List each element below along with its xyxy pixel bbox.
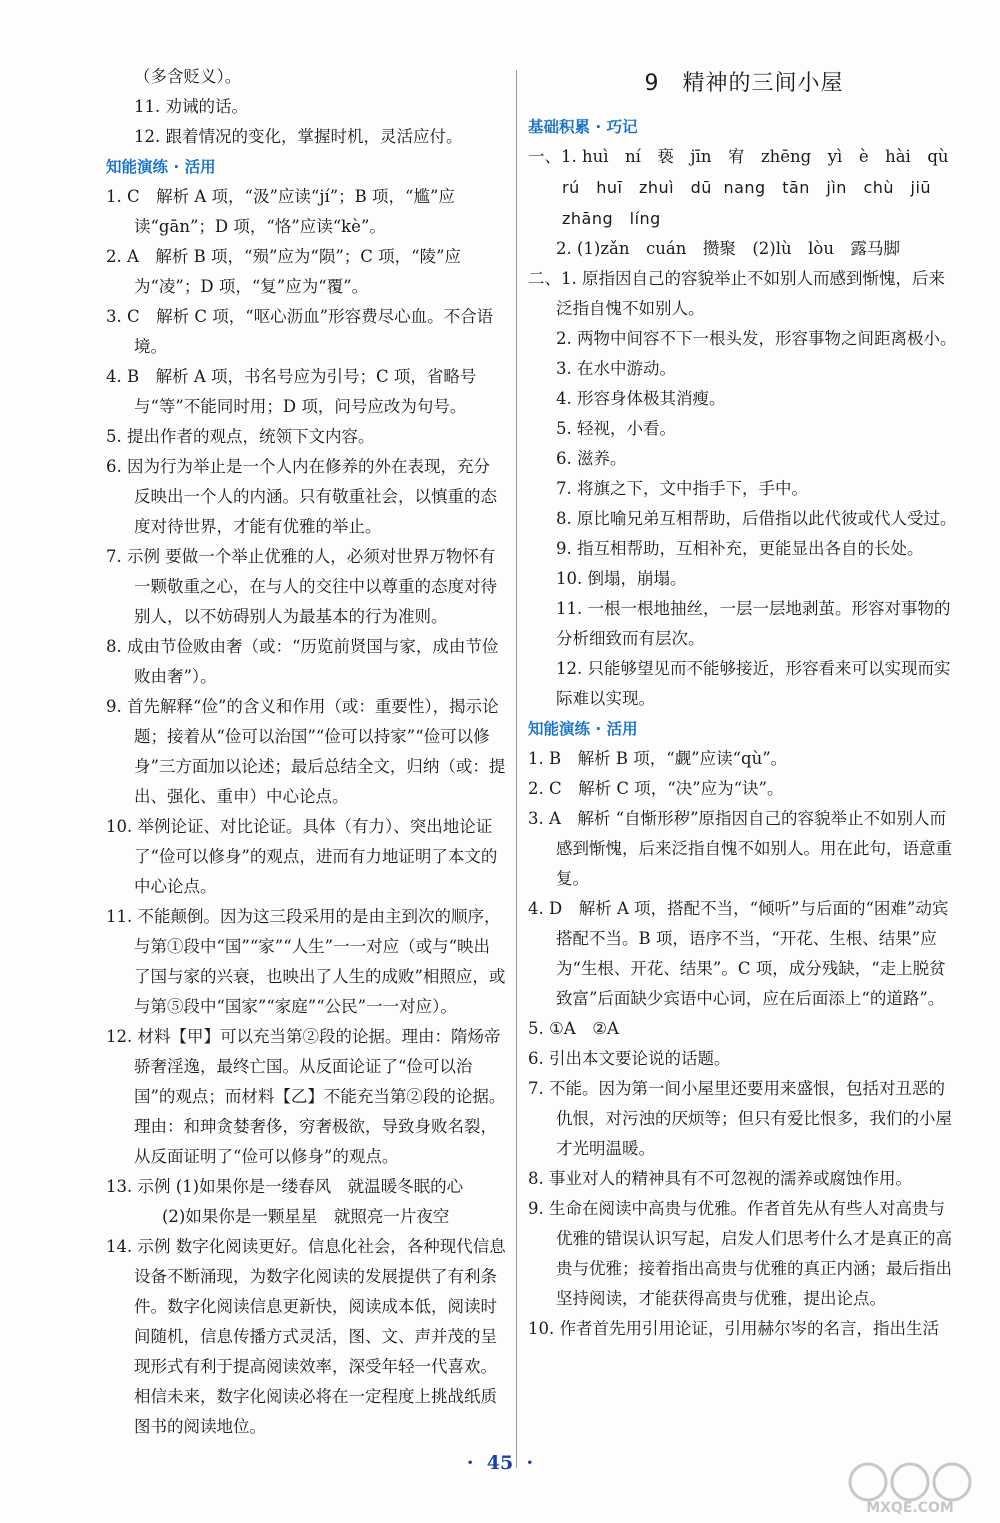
right-column <box>528 62 960 1344</box>
watermark-logo-icon <box>840 1460 980 1516</box>
answer-item: 10. 举例论证、对比论证。具体（有力）、突出地论证了“俭可以修身”的观点，进而有力地证明了本文的中心论点。 <box>106 817 498 896</box>
lesson-title: 9 精神的三间小屋 <box>644 71 844 96</box>
answer-item: 13. 示例 (1)如果你是一缕春风 就温暖冬眠的心 <box>106 1177 464 1196</box>
answer-item: 一、1. huì ní 亵 jīn 宥 zhēng yì è hài qù <box>528 147 949 166</box>
answer-item: 6. 滋养。 <box>556 449 627 468</box>
answer-item: 14. 示例 数字化阅读更好。信息化社会，各种现代信息设备不断涌现，为数字化阅读的发展提供了有利条件。数字化阅读信息更新快，阅读成本低，阅读时间随机，信息传播方式灵活，图、文、声并茂的呈现形式有利于提高阅读效率，深受年轻一代喜欢。相信未来，数字化阅读必将在一定程度上挑战纸质图书的阅读地位。 <box>106 1237 506 1436</box>
answer-item: 8. 原比喻兄弟互相帮助，后借指以此代彼或代人受过。 <box>556 509 957 528</box>
answer-item: 4. 形容身体极其消瘦。 <box>556 389 726 408</box>
answer-item: 11. 劝诫的话。 <box>134 97 248 116</box>
answer-item: 4. B 解析 A 项，书名号应为引号；C 项，省略号与“等”不能同时用；D 项，问号应改为句号。 <box>106 367 477 416</box>
answer-item: 6. 因为行为举止是一个人内在修养的外在表现，充分反映出一个人的内涵。只有敬重社会，以慎重的态度对待世界，才能有优雅的举止。 <box>106 457 497 536</box>
answer-item: 3. 在水中游动。 <box>556 359 676 378</box>
page-number-value: 45 <box>486 1452 514 1474</box>
answer-item: 8. 事业对人的精神具有不可忽视的濡养或腐蚀作用。 <box>528 1169 912 1188</box>
answer-item: 2. C 解析 C 项，“决”应为“诀”。 <box>528 779 784 798</box>
answer-item: 5. 提出作者的观点，统领下文内容。 <box>106 427 375 446</box>
answer-item: 9. 首先解释“俭”的含义和作用（或：重要性），揭示论题；接着从“俭可以治国”“俭可以持家”“俭可以修身”三方面加以论述；最后总结全文，归纳（或：提出、强化、重申）中心论点。 <box>106 697 506 806</box>
answer-item: 1. B 解析 B 项，“觑”应读“qù”。 <box>528 749 788 768</box>
answer-item: (2)如果你是一颗星星 就照亮一片夜空 <box>162 1207 450 1226</box>
answer-item: 4. D 解析 A 项，搭配不当，“倾听”与后面的“困难”动宾搭配不当。B 项，语序不当，“开花、生根、结果”应为“生根、开花、结果”。C 项，成分残缺，“走上脱贫致富”后面缺少宾语中心词，应在后面添上“的道路”。 <box>528 899 949 1008</box>
answer-item: 5. ①A ②A <box>528 1019 619 1038</box>
answer-item: 12. 材料【甲】可以充当第②段的论据。理由：隋炀帝骄奢淫逸，最终亡国。从反面论证了“俭可以治国”的观点；而材料【乙】不能充当第②段的论据。理由：和珅贪婪奢侈，穷奢极欲，导致身败名裂，从反面证明了“俭可以修身”的观点。 <box>106 1027 506 1166</box>
section-heading: 知能演练 · 活用 <box>528 720 638 738</box>
answer-item: 2. 两物中间容不下一根头发，形容事物之间距离极小。 <box>556 329 957 348</box>
answer-item: 10. 倒塌，崩塌。 <box>556 569 687 588</box>
answer-item: 12. 跟着情况的变化，掌握时机，灵活应付。 <box>134 127 463 146</box>
answer-item: 9. 指互相帮助，互相补充，更能显出各自的长处。 <box>556 539 924 558</box>
answer-item: 8. 成由节俭败由奢（或：“历览前贤国与家，成由节俭败由奢”）。 <box>106 637 499 686</box>
pinyin-line: rú huī zhuì dū nang tān jìn chù jiū <box>562 178 932 197</box>
column-divider <box>516 70 517 1468</box>
answer-item: 11. 不能颠倒。因为这三段采用的是由主到次的顺序，与第①段中“国”“家”“人生”一一对应（或与“映出了国与家的兴衰，也映出了人生的成败”相照应，或与第⑤段中“国家”“家庭”“公民”一一对应）。 <box>106 907 506 1016</box>
answer-item: 12. 只能够望见而不能够接近，形容看来可以实现而实际难以实现。 <box>556 659 951 708</box>
answer-item: 7. 示例 要做一个举止优雅的人，必须对世界万物怀有一颗敬重之心，在与人的交往中以尊重的态度对待别人，以不妨碍别人为最基本的行为准则。 <box>106 547 497 626</box>
answer-item: 5. 轻视，小看。 <box>556 419 676 438</box>
answer-item: 9. 生命在阅读中高贵与优雅。作者首先从有些人对高贵与优雅的错误认识写起，启发人们思考什么才是真正的高贵与优雅；接着指出高贵与优雅的真正内涵；最后指出坚持阅读，才能获得高贵与优雅，提出论点。 <box>528 1199 952 1308</box>
section-heading: 知能演练 · 活用 <box>106 158 216 176</box>
answer-item: （多含贬义）。 <box>134 67 242 86</box>
watermark-text: MXQE.COM <box>866 1500 954 1516</box>
answer-item: 1. C 解析 A 项，“汲”应读“jí”；B 项，“尴”应读“gān”；D 项，“恪”应读“kè”。 <box>106 187 455 236</box>
page-number: · 45 · <box>466 1452 534 1474</box>
pinyin-line: zhāng líng <box>562 209 661 228</box>
answer-item: 7. 不能。因为第一间小屋里还要用来盛恨，包括对丑恶的仇恨，对污浊的厌烦等；但只有爱比恨多，我们的小屋才光明温暖。 <box>528 1079 952 1158</box>
section-heading: 基础积累 · 巧记 <box>528 118 638 136</box>
answer-item: 2. (1)zǎn cuán 攒聚 (2)lù lòu 露马脚 <box>556 239 900 258</box>
answer-item: 3. A 解析 “自惭形秽”原指因自己的容貌举止不如别人而感到惭愧，后来泛指自愧不如别人。用在此句，语意重复。 <box>528 809 952 888</box>
answer-item: 2. A 解析 B 项，“殒”应为“陨”；C 项，“陵”应为“凌”；D 项，“复”应为“覆”。 <box>106 247 461 296</box>
answer-item: 二、1. 原指因自己的容貌举止不如别人而感到惭愧，后来泛指自愧不如别人。 <box>528 269 945 318</box>
answer-item: 11. 一根一根地抽丝，一层一层地剥茧。形容对事物的分析细致而有层次。 <box>556 599 951 648</box>
answer-item: 6. 引出本文要论说的话题。 <box>528 1049 731 1068</box>
answer-item: 7. 将旗之下，文中指手下，手中。 <box>556 479 808 498</box>
answer-item: 10. 作者首先用引用论证，引用赫尔岑的名言，指出生活 <box>528 1319 939 1338</box>
left-column <box>106 62 506 1442</box>
answer-item: 3. C 解析 C 项，“呕心沥血”形容费尽心血。不合语境。 <box>106 307 494 356</box>
